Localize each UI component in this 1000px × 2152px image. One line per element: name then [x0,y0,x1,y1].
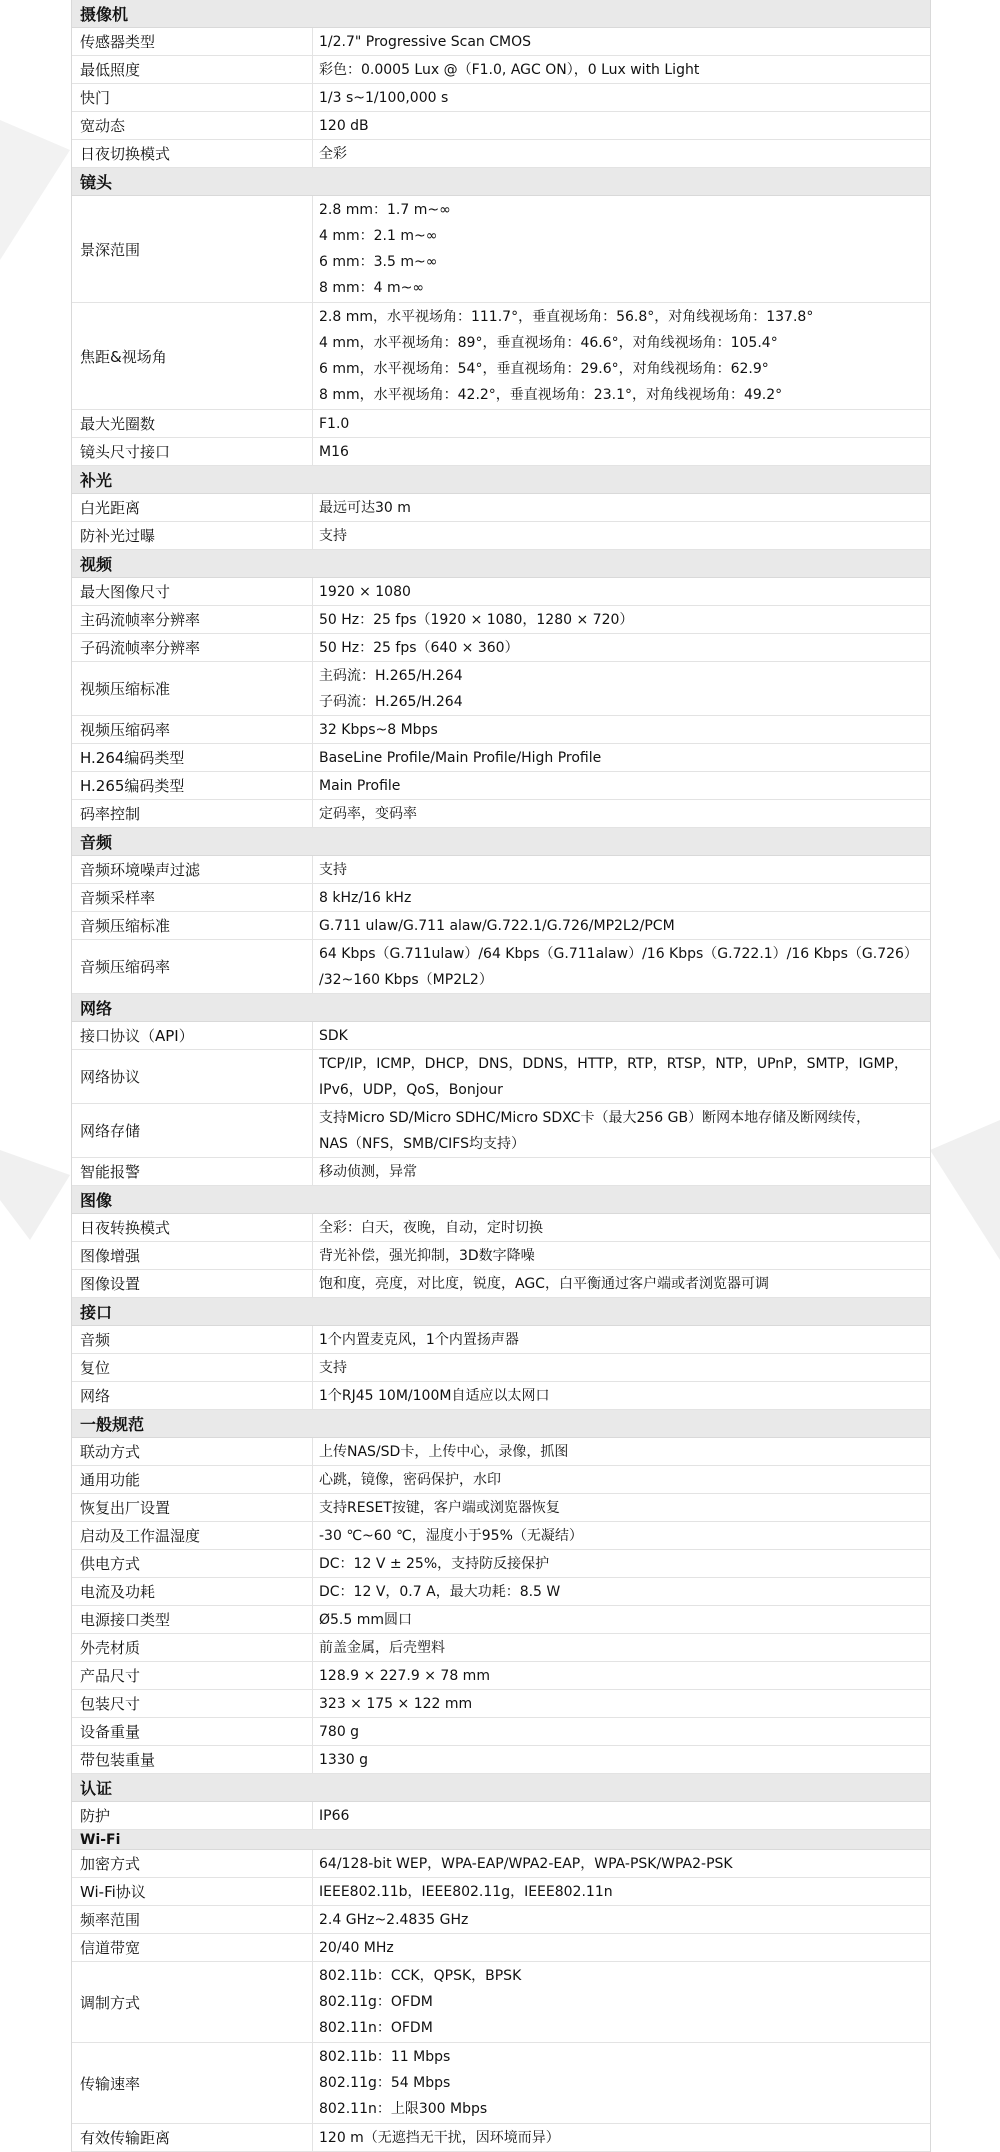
spec-key: 产品尺寸 [72,1662,313,1689]
spec-value-line: 最远可达30 m [319,499,411,516]
spec-row [72,800,930,828]
spec-value [313,578,930,605]
spec-value-line: G.711 ulaw/G.711 alaw/G.722.1/G.726/MP2L2/PCM [319,917,675,934]
spec-row [72,856,930,884]
spec-row [72,1934,930,1962]
spec-value-line: 1/2.7" Progressive Scan CMOS [319,33,532,50]
spec-value [313,1214,930,1241]
spec-value-line: DC：12 V，0.7 A，最大功耗：8.5 W [319,1583,561,1600]
spec-key: 加密方式 [72,1850,313,1877]
spec-value [313,744,930,771]
spec-row [72,1718,930,1746]
section-header: 摄像机 [72,0,930,28]
spec-row [72,1326,930,1354]
spec-value [313,2124,930,2151]
spec-value-line: 支持 [319,527,347,544]
spec-value [313,112,930,139]
spec-row [72,1550,930,1578]
spec-value-line: 120 dB [319,117,369,134]
spec-key: 最大图像尺寸 [72,578,313,605]
section-header: 网络 [72,994,930,1022]
spec-value-line: 6 mm：3.5 m~∞ [319,254,438,270]
spec-value [313,606,930,633]
spec-row [72,1022,930,1050]
spec-value-line: 上传NAS/SD卡，上传中心，录像，抓图 [319,1443,569,1460]
spec-row [72,1962,930,2043]
spec-value-line: 802.11b：11 Mbps [319,2049,451,2065]
spec-key: 码率控制 [72,800,313,827]
spec-value-line: 120 m（无遮挡无干扰，因环境而异） [319,2129,560,2146]
spec-value [313,1878,930,1905]
spec-value-line: 50 Hz：25 fps（640 × 360） [319,639,519,656]
spec-value-line: Main Profile [319,777,401,794]
spec-row [72,1850,930,1878]
spec-value [313,28,930,55]
spec-key: 景深范围 [72,196,313,302]
spec-row [72,912,930,940]
spec-row [72,1634,930,1662]
spec-value-line: 2.8 mm，水平视场角：111.7°，垂直视场角：56.8°，对角线视场角：137.8° [319,309,814,325]
spec-row [72,606,930,634]
spec-value [313,1718,930,1745]
spec-value [313,522,930,549]
spec-value-line: BaseLine Profile/Main Profile/High Profile [319,749,602,766]
spec-value [313,1438,930,1465]
spec-value [313,856,930,883]
spec-value-line: 移动侦测，异常 [319,1163,417,1180]
spec-value [313,1906,930,1933]
spec-value-line: NAS（NFS，SMB/CIFS均支持） [319,1135,525,1152]
spec-row [72,2124,930,2152]
section-header: 认证 [72,1774,930,1802]
spec-value [313,1578,930,1605]
spec-row [72,1578,930,1606]
spec-row [72,303,930,410]
spec-value [313,494,930,521]
spec-key: 视频压缩码率 [72,716,313,743]
spec-value [313,1104,930,1157]
section-header: 音频 [72,828,930,856]
spec-value-line: DC：12 V ± 25%，支持防反接保护 [319,1555,550,1572]
spec-value [313,1962,930,2042]
spec-key: 传感器类型 [72,28,313,55]
spec-key: 网络 [72,1382,313,1409]
spec-row [72,1270,930,1298]
spec-value-line: IP66 [319,1807,350,1824]
spec-value [313,84,930,111]
spec-row [72,716,930,744]
spec-value [313,940,930,993]
spec-value [313,716,930,743]
spec-value [313,410,930,437]
spec-value-line: F1.0 [319,415,350,432]
spec-value-line: 全彩：白天，夜晚，自动，定时切换 [319,1219,543,1236]
spec-value-line: 支持 [319,1359,347,1376]
section-header: 补光 [72,466,930,494]
spec-row [72,438,930,466]
spec-value [313,1934,930,1961]
spec-value [313,56,930,83]
spec-row [72,662,930,716]
spec-key: 信道带宽 [72,1934,313,1961]
spec-value-line: 定码率，变码率 [319,805,417,822]
spec-row [72,1802,930,1830]
spec-value-line: 20/40 MHz [319,1939,394,1956]
spec-value-line: 支持RESET按键，客户端或浏览器恢复 [319,1499,560,1516]
spec-value-line: IPv6，UDP，QoS，Bonjour [319,1081,503,1098]
spec-value-line: 主码流：H.265/H.264 [319,667,463,684]
spec-table [71,0,931,2152]
spec-value [313,1634,930,1661]
spec-key: 音频环境噪声过滤 [72,856,313,883]
section-header: 视频 [72,550,930,578]
spec-value-line: 支持Micro SD/Micro SDHC/Micro SDXC卡（最大256 GB）断网本地存储及断网续传， [319,1109,871,1126]
section-header: 镜头 [72,168,930,196]
spec-row [72,1466,930,1494]
spec-value-line: 心跳，镜像，密码保护，水印 [319,1471,501,1488]
spec-row [72,1494,930,1522]
spec-key: 音频压缩标准 [72,912,313,939]
section-header: Wi-Fi [72,1830,930,1850]
spec-key: H.265编码类型 [72,772,313,799]
spec-value [313,800,930,827]
spec-row [72,1662,930,1690]
spec-value-line: -30 ℃~60 ℃，湿度小于95%（无凝结） [319,1527,583,1544]
spec-value-line: 8 kHz/16 kHz [319,889,412,906]
spec-value-line: 32 Kbps~8 Mbps [319,721,438,738]
spec-key: 启动及工作温湿度 [72,1522,313,1549]
spec-key: 图像设置 [72,1270,313,1297]
spec-key: 音频采样率 [72,884,313,911]
section-header: 接口 [72,1298,930,1326]
spec-key: 最大光圈数 [72,410,313,437]
spec-row [72,28,930,56]
spec-row [72,196,930,303]
spec-key: 智能报警 [72,1158,313,1185]
spec-value [313,1850,930,1877]
spec-row [72,1214,930,1242]
spec-row [72,84,930,112]
spec-value [313,884,930,911]
spec-value-line: 1920 × 1080 [319,583,411,600]
spec-value [313,1158,930,1185]
spec-value-line: 支持 [319,861,347,878]
spec-key: 最低照度 [72,56,313,83]
spec-row [72,634,930,662]
spec-key: 通用功能 [72,1466,313,1493]
spec-value [313,1242,930,1269]
spec-key: 接口协议（API） [72,1022,313,1049]
spec-value-line: /32~160 Kbps（MP2L2） [319,971,493,988]
spec-key: 设备重量 [72,1718,313,1745]
spec-value-line: 50 Hz：25 fps（1920 × 1080，1280 × 720） [319,611,634,628]
spec-value-line: 背光补偿，强光抑制，3D数字降噪 [319,1247,535,1264]
spec-key: H.264编码类型 [72,744,313,771]
spec-key: 音频 [72,1326,313,1353]
spec-row [72,744,930,772]
spec-value-line: SDK [319,1027,348,1044]
spec-value [313,1690,930,1717]
spec-key: 有效传输距离 [72,2124,313,2151]
spec-row [72,140,930,168]
spec-row [72,1242,930,1270]
spec-key: 网络存储 [72,1104,313,1157]
spec-value-line: IEEE802.11b，IEEE802.11g，IEEE802.11n [319,1883,613,1900]
spec-value-line: 彩色：0.0005 Lux @（F1.0, AGC ON），0 Lux with Light [319,61,700,78]
spec-key: 防补光过曝 [72,522,313,549]
spec-value [313,1662,930,1689]
spec-key: 复位 [72,1354,313,1381]
spec-key: 图像增强 [72,1242,313,1269]
spec-row [72,578,930,606]
spec-row [72,772,930,800]
spec-value [313,1354,930,1381]
spec-key: 供电方式 [72,1550,313,1577]
spec-key: 防护 [72,1802,313,1829]
spec-key: 日夜转换模式 [72,1214,313,1241]
spec-value-line: Ø5.5 mm圆口 [319,1611,413,1628]
section-header: 图像 [72,1186,930,1214]
spec-value [313,912,930,939]
spec-key: 带包装重量 [72,1746,313,1773]
spec-key: 传输速率 [72,2043,313,2123]
spec-value-line: 1330 g [319,1751,368,1768]
spec-row [72,1438,930,1466]
spec-value [313,438,930,465]
spec-value [313,1802,930,1829]
spec-value [313,2043,930,2123]
spec-value [313,1382,930,1409]
spec-row [72,1104,930,1158]
spec-value-line: 1个RJ45 10M/100M自适应以太网口 [319,1387,550,1404]
spec-value [313,140,930,167]
spec-key: 电流及功耗 [72,1578,313,1605]
spec-value-line: 802.11n：OFDM [319,2020,433,2036]
spec-row [72,1906,930,1934]
spec-value-line: 2.8 mm：1.7 m~∞ [319,202,451,218]
spec-value-line: 802.11g：54 Mbps [319,2075,451,2091]
section-header: 一般规范 [72,1410,930,1438]
spec-value-line: 6 mm，水平视场角：54°，垂直视场角：29.6°，对角线视场角：62.9° [319,361,769,377]
spec-value [313,1466,930,1493]
spec-row [72,940,930,994]
spec-key: 主码流帧率分辨率 [72,606,313,633]
spec-value-line: 全彩 [319,145,347,162]
spec-row [72,1354,930,1382]
spec-value [313,1550,930,1577]
spec-value-line: 2.4 GHz~2.4835 GHz [319,1911,469,1928]
spec-row [72,884,930,912]
spec-value [313,1270,930,1297]
spec-value-line: 780 g [319,1723,360,1740]
spec-key: 联动方式 [72,1438,313,1465]
spec-value-line: M16 [319,443,349,460]
spec-key: 电源接口类型 [72,1606,313,1633]
spec-value [313,196,930,302]
spec-row [72,522,930,550]
spec-key: 镜头尺寸接口 [72,438,313,465]
spec-value-line: 802.11g：OFDM [319,1994,433,2010]
spec-row [72,1878,930,1906]
spec-key: 恢复出厂设置 [72,1494,313,1521]
spec-value [313,1022,930,1049]
spec-value [313,1606,930,1633]
spec-value [313,772,930,799]
spec-value [313,1494,930,1521]
spec-value-line: 8 mm：4 m~∞ [319,280,425,296]
spec-value [313,662,930,715]
spec-value [313,1326,930,1353]
spec-key: 外壳材质 [72,1634,313,1661]
spec-key: 视频压缩标准 [72,662,313,715]
spec-value [313,634,930,661]
spec-row [72,1158,930,1186]
spec-key: 包装尺寸 [72,1690,313,1717]
spec-row [72,1050,930,1104]
spec-key: 调制方式 [72,1962,313,2042]
spec-key: 快门 [72,84,313,111]
spec-value-line: 802.11n：上限300 Mbps [319,2101,488,2117]
spec-key: 音频压缩码率 [72,940,313,993]
spec-value-line: TCP/IP，ICMP，DHCP，DNS，DDNS，HTTP，RTP，RTSP，NTP，UPnP，SMTP，IGMP， [319,1055,909,1072]
spec-value-line: 4 mm，水平视场角：89°，垂直视场角：46.6°，对角线视场角：105.4° [319,335,778,351]
spec-value [313,303,930,409]
spec-row [72,56,930,84]
spec-key: 白光距离 [72,494,313,521]
spec-row [72,1606,930,1634]
spec-value-line: 64/128-bit WEP，WPA-EAP/WPA2-EAP，WPA-PSK/WPA2-PSK [319,1855,733,1872]
spec-key: 宽动态 [72,112,313,139]
spec-key: 频率范围 [72,1906,313,1933]
spec-row [72,1382,930,1410]
spec-value-line: 1个内置麦克风，1个内置扬声器 [319,1331,519,1348]
spec-key: 子码流帧率分辨率 [72,634,313,661]
spec-value [313,1746,930,1773]
spec-value-line: 128.9 × 227.9 × 78 mm [319,1667,490,1684]
spec-value-line: 323 × 175 × 122 mm [319,1695,473,1712]
spec-key: 焦距&视场角 [72,303,313,409]
spec-value-line: 前盖金属，后壳塑料 [319,1639,445,1656]
spec-value-line: 饱和度，亮度，对比度，锐度，AGC，白平衡通过客户端或者浏览器可调 [319,1275,769,1292]
spec-value-line: 1/3 s~1/100,000 s [319,89,449,106]
spec-row [72,1690,930,1718]
spec-value-line: 4 mm：2.1 m~∞ [319,228,438,244]
spec-key: 网络协议 [72,1050,313,1103]
spec-value-line: 802.11b：CCK，QPSK，BPSK [319,1968,522,1984]
spec-row [72,1522,930,1550]
spec-row [72,2043,930,2124]
spec-row [72,494,930,522]
spec-row [72,112,930,140]
spec-value-line: 8 mm，水平视场角：42.2°，垂直视场角：23.1°，对角线视场角：49.2° [319,387,783,403]
spec-value [313,1050,930,1103]
spec-value [313,1522,930,1549]
spec-row [72,410,930,438]
spec-key: Wi-Fi协议 [72,1878,313,1905]
spec-value-line: 64 Kbps（G.711ulaw）/64 Kbps（G.711alaw）/16 Kbps（G.722.1）/16 Kbps（G.726） [319,945,918,962]
spec-key: 日夜切换模式 [72,140,313,167]
spec-value-line: 子码流：H.265/H.264 [319,693,463,710]
spec-row [72,1746,930,1774]
